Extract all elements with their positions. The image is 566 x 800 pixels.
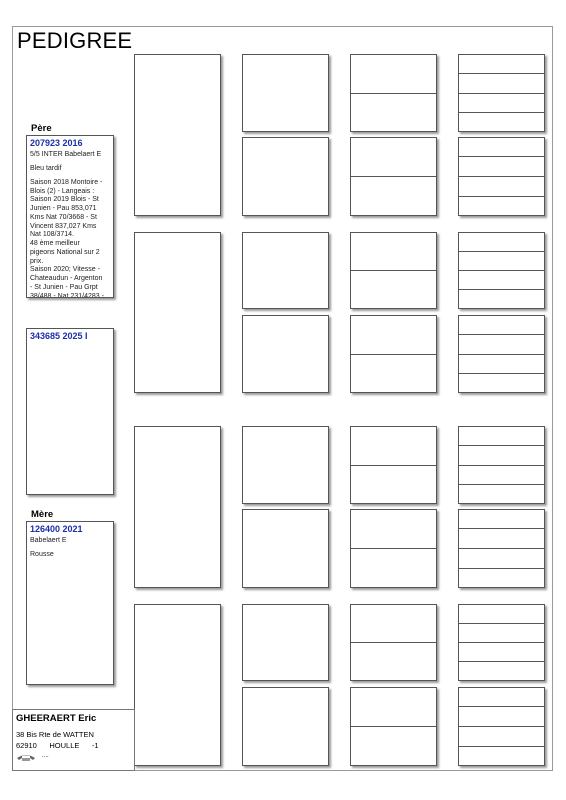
ancestor-box-gen5	[458, 426, 545, 504]
pere-note: Saison 2018 Montoire -	[30, 178, 103, 186]
pere-note: Nat 108/3714.	[30, 231, 74, 239]
pere-card	[26, 135, 114, 298]
ancestor-box-gen3	[242, 54, 329, 132]
ancestor-box-gen4	[350, 509, 437, 588]
ancestor-box-gen5	[458, 604, 545, 681]
pere-line1: 5/5 INTER Babelaert E	[30, 151, 102, 159]
page-title: PEDIGREE	[17, 28, 133, 53]
ancestor-box-gen4	[350, 232, 437, 309]
ancestor-box-gen5	[458, 54, 545, 132]
owner-name: GHEERAERT Eric	[16, 713, 97, 724]
owner-city: 62910 HOULLE -1	[16, 741, 99, 751]
subject-ring: 343685 2025 I	[30, 331, 88, 341]
ancestor-box-gen3	[242, 509, 329, 588]
pere-note: prix.	[30, 257, 44, 265]
ancestor-box-gen3	[242, 232, 329, 309]
pere-notes	[30, 179, 110, 298]
ancestor-box-gen4	[350, 315, 437, 393]
pere-note: pigeons National sur 2	[30, 248, 100, 256]
ancestor-box-gen3	[242, 315, 329, 393]
ancestor-box-gen3	[242, 137, 329, 216]
pere-note: 48 ème meilleur	[30, 240, 80, 247]
ancestor-box-gen5	[458, 509, 545, 588]
owner-block	[12, 709, 135, 771]
ancestor-box-gen2-maternal-sire	[134, 426, 221, 588]
pere-note: Vincent 837,027 Kms	[30, 222, 97, 230]
ancestor-box-gen4	[350, 426, 437, 504]
ancestor-box-gen5	[458, 232, 545, 309]
ancestor-box-gen3	[242, 426, 329, 504]
ancestor-box-gen5	[458, 687, 545, 766]
pere-note: Saison 2019 Blois - St	[30, 196, 99, 204]
mere-color: Rousse	[30, 551, 54, 558]
owner-phone-row	[16, 752, 131, 762]
pere-note: Saison 2020; Vitesse -	[30, 266, 100, 274]
pere-color: Bleu tardif	[30, 165, 62, 172]
ancestor-box-gen2-maternal-dam	[134, 604, 221, 766]
ancestor-box-gen3	[242, 687, 329, 766]
pere-ring: 207923 2016	[30, 138, 83, 148]
ancestor-box-gen5	[458, 137, 545, 216]
mere-line1: Babelaert E	[30, 537, 67, 545]
ancestor-box-gen2-paternal-dam	[134, 232, 221, 393]
pere-note: Kms Nat 70/3668 - St	[30, 213, 97, 221]
ancestor-box-gen4	[350, 137, 437, 216]
pere-note: - St Junien - Pau Grpt	[30, 283, 98, 291]
ancestor-box-gen4	[350, 604, 437, 681]
ancestor-box-gen4	[350, 687, 437, 766]
pere-note: 38/488 - Nat 231/4283 -	[30, 292, 104, 298]
mere-card	[26, 521, 114, 685]
mere-ring: 126400 2021	[30, 524, 83, 534]
ancestor-box-gen3	[242, 604, 329, 681]
ancestor-box-gen2-paternal-sire	[134, 54, 221, 216]
owner-address: 38 Bis Rte de WATTEN	[16, 729, 94, 739]
ancestor-box-gen4	[350, 54, 437, 132]
owner-phone: ....	[42, 753, 49, 760]
subject-card	[26, 328, 114, 495]
pere-label: Père	[31, 123, 52, 134]
ancestor-box-gen5	[458, 315, 545, 393]
pere-note: Junien - Pau 853,071	[30, 205, 97, 212]
telephone-icon	[16, 752, 36, 762]
mere-label: Mère	[31, 509, 54, 520]
pere-note: Chateaudun - Argenton	[30, 275, 103, 282]
pere-note: Blois (2) - Langeais :	[30, 187, 95, 195]
